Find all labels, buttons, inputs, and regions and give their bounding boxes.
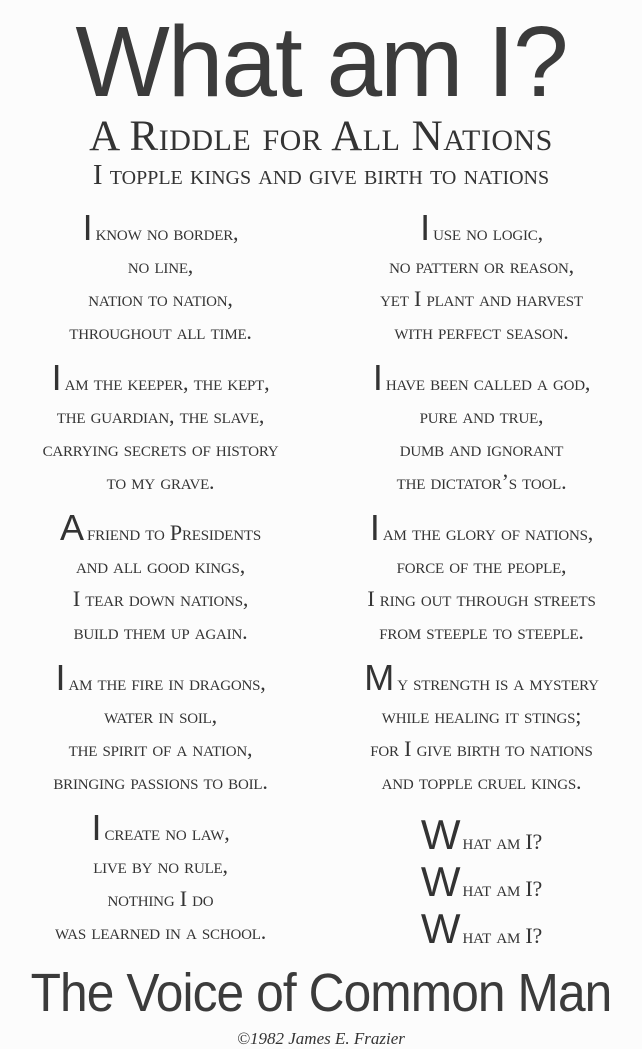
stanza-line bbox=[0, 699, 321, 732]
drop-cap-letter: M bbox=[364, 656, 395, 698]
riddle-stanza bbox=[321, 356, 642, 498]
riddle-column-right bbox=[321, 206, 642, 956]
line-text: am the fire in dragons, bbox=[68, 669, 266, 695]
drop-cap-letter: W bbox=[420, 857, 461, 905]
stanza-line bbox=[321, 432, 642, 465]
stanza-line bbox=[0, 249, 321, 282]
drop-cap-letter: W bbox=[420, 904, 461, 952]
line-text: nothing I do bbox=[107, 885, 214, 911]
line-text: create no law, bbox=[104, 819, 230, 845]
stanza-line bbox=[0, 282, 321, 315]
line-text: hat am I? bbox=[462, 828, 543, 854]
stanza-line bbox=[321, 904, 642, 956]
riddle-stanza bbox=[0, 506, 321, 648]
stanza-line bbox=[321, 315, 642, 348]
line-text: the spirit of a nation, bbox=[68, 735, 253, 761]
line-text: with perfect season. bbox=[394, 318, 569, 344]
drop-cap-letter: A bbox=[60, 506, 85, 548]
line-text: throughout all time. bbox=[69, 318, 252, 344]
stanza-line bbox=[321, 857, 642, 909]
footer-title: The Voice of Common Man bbox=[30, 962, 612, 1023]
line-text: I tear down nations, bbox=[72, 585, 249, 611]
stanza-line bbox=[321, 506, 642, 549]
riddle-stanza bbox=[0, 806, 321, 948]
stanza-line bbox=[321, 656, 642, 699]
riddle-stanza bbox=[0, 206, 321, 348]
stanza-line bbox=[0, 399, 321, 432]
line-text: was learned in a school. bbox=[54, 918, 267, 944]
riddle-columns bbox=[0, 206, 642, 956]
riddle-stanza bbox=[0, 656, 321, 798]
stanza-line bbox=[321, 399, 642, 432]
line-text: to my grave. bbox=[106, 468, 215, 494]
line-text: know no border, bbox=[95, 219, 239, 245]
line-text: use no logic, bbox=[433, 219, 543, 245]
drop-cap-letter: I bbox=[420, 206, 431, 248]
line-text: bringing passions to boil. bbox=[53, 768, 268, 794]
drop-cap-letter: I bbox=[51, 356, 62, 398]
stanza-line bbox=[0, 882, 321, 915]
stanza-line bbox=[0, 432, 321, 465]
line-text: I ring out through streets bbox=[367, 585, 596, 611]
stanza-line bbox=[0, 356, 321, 399]
copyright-line: ©1982 James E. Frazier bbox=[237, 1029, 405, 1049]
stanza-line bbox=[0, 765, 321, 798]
stanza-line bbox=[0, 582, 321, 615]
drop-cap-letter: I bbox=[82, 206, 93, 248]
refrain-stanza bbox=[321, 811, 642, 956]
riddle-stanza bbox=[0, 356, 321, 498]
stanza-line bbox=[321, 249, 642, 282]
stanza-line bbox=[0, 206, 321, 249]
poster-title: What am I? bbox=[75, 6, 567, 118]
stanza-line bbox=[0, 465, 321, 498]
stanza-line bbox=[321, 732, 642, 765]
line-text: the guardian, the slave, bbox=[56, 402, 265, 428]
stanza-line bbox=[0, 806, 321, 849]
line-text: for I give birth to nations bbox=[370, 735, 593, 761]
drop-cap-letter: I bbox=[55, 656, 66, 698]
line-text: from steeple to steeple. bbox=[379, 618, 584, 644]
riddle-stanza bbox=[321, 506, 642, 648]
line-text: hat am I? bbox=[462, 875, 543, 901]
line-text: and all good kings, bbox=[75, 552, 246, 578]
line-text: nation to nation, bbox=[88, 285, 233, 311]
stanza-line bbox=[321, 282, 642, 315]
stanza-line bbox=[321, 465, 642, 498]
riddle-stanza bbox=[321, 656, 642, 798]
stanza-line bbox=[0, 732, 321, 765]
stanza-line bbox=[321, 810, 642, 862]
line-text: have been called a god, bbox=[385, 369, 591, 395]
line-text: y strength is a mystery bbox=[397, 669, 599, 695]
stanza-line bbox=[321, 699, 642, 732]
poster-tagline: I topple kings and give birth to nations bbox=[92, 159, 550, 192]
drop-cap-letter: W bbox=[420, 810, 461, 858]
stanza-line bbox=[0, 506, 321, 549]
stanza-line bbox=[0, 849, 321, 882]
stanza-line bbox=[321, 765, 642, 798]
stanza-line bbox=[0, 656, 321, 699]
line-text: while healing it stings; bbox=[381, 702, 582, 728]
line-text: hat am I? bbox=[462, 922, 543, 948]
line-text: and topple cruel kings. bbox=[381, 768, 582, 794]
line-text: water in soil, bbox=[104, 702, 217, 728]
line-text: dumb and ignorant bbox=[399, 435, 564, 461]
drop-cap-letter: I bbox=[369, 506, 380, 548]
line-text: am the keeper, the kept, bbox=[64, 369, 270, 395]
riddle-column-left bbox=[0, 206, 321, 956]
line-text: no line, bbox=[127, 252, 194, 278]
stanza-line bbox=[321, 356, 642, 399]
drop-cap-letter: I bbox=[372, 356, 383, 398]
line-text: friend to Presidents bbox=[87, 519, 261, 545]
stanza-line bbox=[0, 615, 321, 648]
line-text: pure and true, bbox=[419, 402, 544, 428]
line-text: build them up again. bbox=[73, 618, 248, 644]
stanza-line bbox=[321, 206, 642, 249]
stanza-line bbox=[0, 315, 321, 348]
poster-subtitle: A Riddle for All Nations bbox=[89, 113, 553, 160]
line-text: live by no rule, bbox=[93, 852, 228, 878]
line-text: no pattern or reason, bbox=[389, 252, 574, 278]
riddle-stanza bbox=[321, 206, 642, 348]
stanza-line bbox=[321, 549, 642, 582]
drop-cap-letter: I bbox=[91, 806, 102, 848]
line-text: carrying secrets of history bbox=[42, 435, 279, 461]
stanza-line bbox=[321, 615, 642, 648]
line-text: force of the people, bbox=[396, 552, 567, 578]
stanza-line bbox=[0, 549, 321, 582]
line-text: yet I plant and harvest bbox=[380, 285, 583, 311]
stanza-line bbox=[321, 582, 642, 615]
stanza-line bbox=[0, 915, 321, 948]
line-text: the dictator’s tool. bbox=[396, 468, 567, 494]
line-text: am the glory of nations, bbox=[382, 519, 594, 545]
